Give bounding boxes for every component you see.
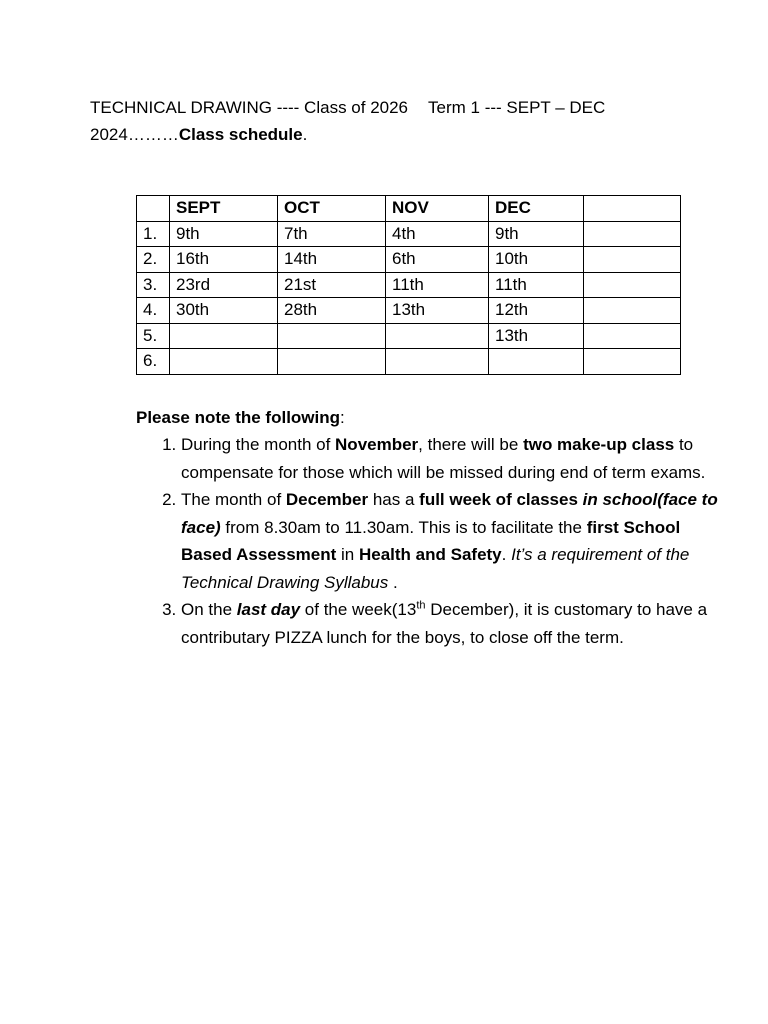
row-number: 5.	[137, 323, 170, 349]
note-text: The month of	[181, 490, 286, 509]
table-cell	[584, 272, 681, 298]
table-cell: 16th	[170, 247, 278, 273]
class-schedule-table	[136, 195, 681, 375]
table-cell: 30th	[170, 298, 278, 324]
note-text: in	[336, 545, 359, 564]
table-cell	[584, 221, 681, 247]
row-number: 1.	[137, 221, 170, 247]
note-bold-italic: in school(face to face)	[181, 490, 718, 537]
row-number: 4.	[137, 298, 170, 324]
table-cell: 28th	[278, 298, 386, 324]
header-cell-oct: OCT	[278, 196, 386, 222]
table-cell: 10th	[489, 247, 584, 273]
table-row	[137, 221, 681, 247]
table-cell	[584, 247, 681, 273]
table-cell: 11th	[489, 272, 584, 298]
row-number: 2.	[137, 247, 170, 273]
table-cell	[584, 349, 681, 375]
header-cell-dec: DEC	[489, 196, 584, 222]
table-cell	[584, 298, 681, 324]
table-cell: 11th	[386, 272, 489, 298]
note-text: December), it is customary to have a contributary PIZZA lunch for the boys, to close off the term.	[181, 600, 708, 647]
note-bold: full week of classes	[419, 490, 578, 509]
table-cell	[278, 349, 386, 375]
note-bold: first School Based Assessment	[181, 517, 681, 564]
table-cell: 14th	[278, 247, 386, 273]
table-cell	[386, 349, 489, 375]
note-text: has a	[368, 490, 420, 509]
table-header-row	[137, 196, 681, 222]
table-row	[137, 323, 681, 349]
row-number: 3.	[137, 272, 170, 298]
header-cell-sept: SEPT	[170, 196, 278, 222]
note-bold-italic: last day	[236, 600, 301, 619]
table-cell: 7th	[278, 221, 386, 247]
header-cell	[584, 196, 681, 222]
table-cell: 21st	[278, 272, 386, 298]
note-bold: Health and Safety	[358, 545, 502, 564]
note-item-3	[181, 596, 726, 651]
note-text: On the	[181, 600, 237, 619]
notes-title: Please note the following	[136, 408, 341, 427]
header-cell	[137, 196, 170, 222]
note-text: .	[501, 545, 512, 564]
table-cell: 23rd	[170, 272, 278, 298]
note-italic: It’s a requirement of the Technical Drawing Syllabus	[181, 545, 690, 592]
notes-colon: :	[340, 408, 345, 427]
table-cell	[278, 323, 386, 349]
note-item-1	[181, 431, 726, 486]
heading-term: Term 1 --- SEPT – DEC	[428, 98, 606, 117]
note-text: , there will be	[418, 435, 524, 454]
note-text: to compensate for those which will be missed during end of term exams.	[181, 435, 706, 482]
note-text: of the week(13	[300, 600, 417, 619]
table-cell: 4th	[386, 221, 489, 247]
table-row	[137, 247, 681, 273]
table-cell: 9th	[489, 221, 584, 247]
note-text: .	[388, 572, 398, 592]
note-text: from 8.30am to 11.30am. This is to facilitate the	[220, 517, 587, 537]
heading-period: .	[302, 125, 308, 144]
note-bold: two make-up class	[523, 435, 675, 454]
table-cell	[386, 323, 489, 349]
document-heading	[90, 94, 690, 148]
table-row	[137, 298, 681, 324]
table-cell	[170, 323, 278, 349]
row-number: 6.	[137, 349, 170, 375]
table-cell: 13th	[489, 323, 584, 349]
note-bold: November	[335, 435, 419, 454]
notes-list	[136, 431, 726, 651]
heading-schedule-label: Class schedule	[178, 125, 303, 144]
note-superscript: th	[416, 599, 426, 612]
table-cell: 12th	[489, 298, 584, 324]
header-cell-nov: NOV	[386, 196, 489, 222]
table-row	[137, 349, 681, 375]
table-cell: 6th	[386, 247, 489, 273]
note-text: During the month of	[181, 435, 336, 454]
heading-year: 2024………	[90, 125, 179, 144]
table-cell	[584, 323, 681, 349]
note-item-2	[181, 486, 726, 596]
table-cell	[170, 349, 278, 375]
table-row	[137, 272, 681, 298]
table-cell	[489, 349, 584, 375]
notes-heading	[136, 404, 345, 431]
table-cell: 13th	[386, 298, 489, 324]
note-bold: December	[285, 490, 369, 509]
heading-title: TECHNICAL DRAWING ---- Class of 2026	[90, 98, 409, 117]
table-cell: 9th	[170, 221, 278, 247]
